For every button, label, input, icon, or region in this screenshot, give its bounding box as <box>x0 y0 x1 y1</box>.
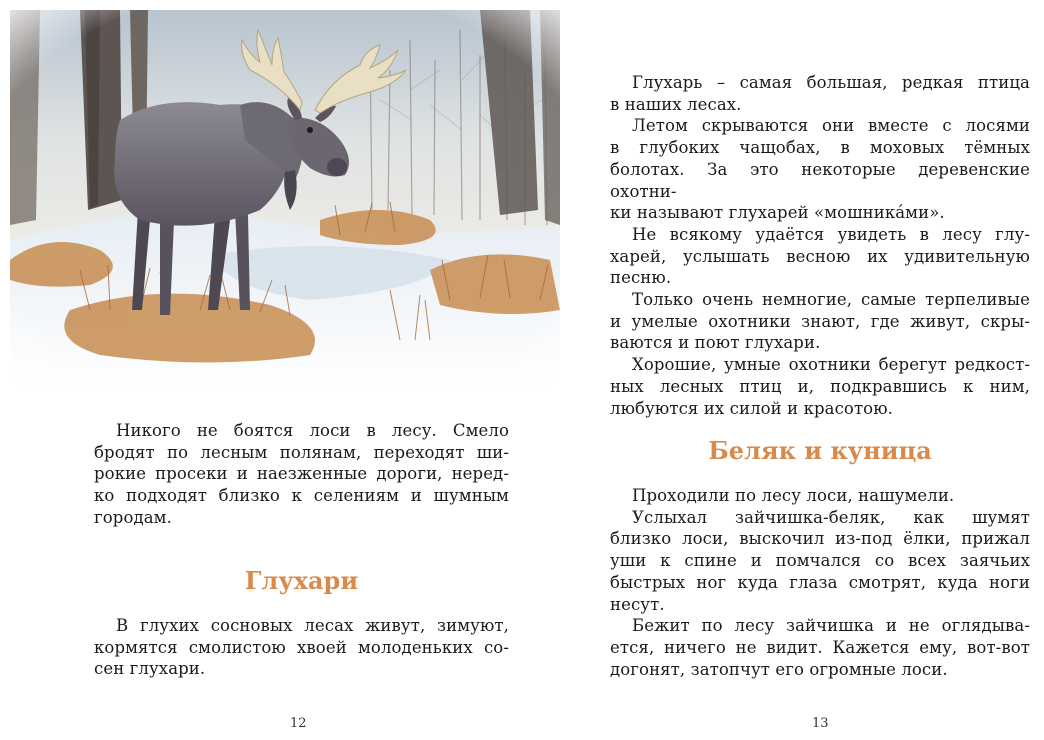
moose-illustration <box>10 10 560 388</box>
text-line: Не всякому удаётся увидеть в лесу глу- <box>632 224 1030 244</box>
text-line: близко лоси, выскочил из-под ёлки, прижал <box>610 529 1030 549</box>
text-line: В глухих сосновых лесах живут, зимуют, <box>116 616 509 635</box>
text-line: рокие просеки и наезженные дороги, неред- <box>94 464 509 484</box>
text-line: кормятся смолистою хвоей молоденьких со- <box>94 637 509 657</box>
text-line: Летом скрываются они вместе с лосями <box>632 116 1030 136</box>
heading-hare-and-marten: Беляк и куница <box>708 436 932 465</box>
text-line: бродят по лесным полянам, переходят ши- <box>94 442 509 462</box>
text-line: любуются их силой и красотою. <box>610 398 894 418</box>
page-number-left: 12 <box>290 716 307 731</box>
paragraph-capercaillie-winter <box>94 615 509 680</box>
paragraph-moose <box>94 420 509 529</box>
text-line: городам. <box>94 507 172 527</box>
text-line: быстрых ног куда глаза смотрят, куда ноги <box>610 572 1030 592</box>
text-line: Никого не боятся лоси в лесу. Смело <box>116 421 509 440</box>
text-line: Проходили по лесу лоси, нашумели. <box>632 486 955 505</box>
section-capercaillie <box>610 72 1030 419</box>
text-line: сен глухари. <box>94 659 206 679</box>
text-line: Хорошие, умные охотники берегут редкост- <box>632 355 1030 375</box>
text-line: болотах. За это некоторые деревенские охотни- <box>610 159 1030 201</box>
text-line: харей, услышать весною их удивительную <box>610 246 1030 266</box>
text-line: Только очень немногие, самые терпеливые <box>632 290 1030 310</box>
section-hare <box>610 485 1030 680</box>
text-line: ваются и поют глухари. <box>610 333 821 353</box>
text-line: и умелые охотники знают, где живут, скры- <box>610 311 1030 331</box>
text-line: ко подходят близко к селениям и шумным <box>94 486 509 506</box>
heading-capercaillie: Глухари <box>244 566 359 595</box>
page-number-right: 13 <box>812 716 829 731</box>
text-line: ных лесных птиц и, подкравшись к ним, <box>610 376 1030 396</box>
text-line: песню. <box>610 268 672 288</box>
right-page <box>522 0 1044 740</box>
text-line: ки называют глухарей «мошникáми». <box>610 203 945 223</box>
moose-winter-scene-image <box>10 10 560 388</box>
text-line: в глубоких чащобах, в моховых тёмных <box>610 138 1030 158</box>
text-line: в наших лесах. <box>610 94 742 114</box>
text-line: Услыхал зайчишка-беляк, как шумят <box>632 507 1030 527</box>
text-line: Глухарь – самая большая, редкая птица <box>632 73 1030 92</box>
text-line: несут. <box>610 594 665 614</box>
text-line: Бежит по лесу зайчишка и не оглядыва- <box>632 616 1030 636</box>
text-line: догонят, затопчут его огромные лоси. <box>610 659 948 679</box>
text-line: уши к спине и помчался со всех заячьих <box>610 551 1030 571</box>
text-line: ется, ничего не видит. Кажется ему, вот-вот <box>610 637 1030 657</box>
